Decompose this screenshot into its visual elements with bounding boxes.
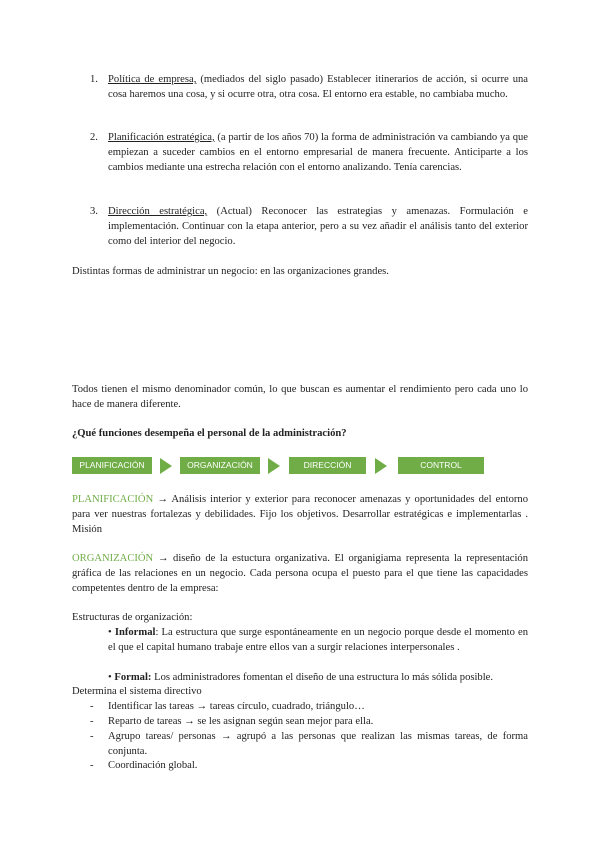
list-number: 1.: [90, 74, 98, 85]
flow-step-control: CONTROL: [398, 457, 484, 474]
list-item-title: Planificación estratégica,: [108, 132, 215, 143]
bullet-term: Formal:: [114, 672, 152, 683]
paragraph-formas: Distintas formas de administrar un negocio: en las organizaciones grandes.: [72, 266, 389, 277]
bullet-item: [108, 670, 528, 685]
dash-mark: -: [90, 760, 94, 771]
dash-item: Agrupo tareas/ personas → agrupó a las personas que realizan las mismas tareas, de forma conjunta.: [108, 731, 528, 757]
list-number: 2.: [90, 132, 98, 143]
arrow-symbol: →: [157, 494, 168, 505]
dash-item: Reparto de tareas → se les asignan según sean mejor para ella.: [108, 716, 374, 727]
dash-item: Identificar las tareas → tareas círculo, cuadrado, triángulo…: [108, 701, 365, 712]
dash-mark: -: [90, 701, 94, 712]
list-item-text: (Actual) Reconocer las estrategias y amenazas. Formulación e implementación. Continuar con la etapa anterior, pero a su vez añadir el análisis tanto del exterior como del interior del negocio.: [108, 206, 528, 247]
list-item-title: Dirección estratégica,: [108, 206, 208, 217]
bullet-mark: •: [108, 672, 112, 683]
flow-step-organizacion: ORGANIZACIÓN: [180, 457, 260, 474]
bullet-term: Informal: [114, 627, 156, 638]
estructuras-label: Estructuras de organización:: [72, 612, 193, 623]
paragraph-planificacion: [72, 492, 528, 537]
bullet-text: Los administradores fomentan el diseño de una estructura lo más sólida posible.: [151, 672, 494, 683]
dash-item: Coordinación global.: [108, 760, 198, 771]
bullet-mark: •: [108, 627, 112, 638]
list-item-text: (a partir de los años 70) la forma de administración va cambiando ya que empiezan a suceder cambios en el entorno empresarial de manera frecuente. Anticiparte a los cambios mediante una estrecha relación con el entorno analizando. Tenía carencias.: [108, 132, 528, 173]
planificacion-term: PLANIFICACIÓN: [72, 494, 154, 505]
flow-step-direccion: DIRECCIÓN: [289, 457, 366, 474]
dash-mark: -: [90, 716, 94, 727]
bullet-item: [108, 625, 528, 655]
list-item: [108, 204, 528, 249]
arrow-right-icon: [375, 458, 387, 474]
section-heading: ¿Qué funciones desempeña el personal de la administración?: [72, 428, 347, 439]
organizacion-text: diseño de la estuctura organizativa. El organigiama representa la representación gráfica de las relaciones en un negocio. Cada persona ocupa el puesto para el que tiene las capacidades competentes dentro de la empresa:: [72, 553, 529, 594]
determina-label: Determina el sistema directivo: [72, 686, 202, 697]
organizacion-term: ORGANIZACIÓN: [72, 553, 154, 564]
list-item-title: Política de empresa,: [108, 74, 197, 85]
paragraph-organizacion: [72, 551, 528, 596]
paragraph-todos: Todos tienen el mismo denominador común, lo que buscan es aumentar el rendimiento pero cada uno lo hace de manera diferente.: [72, 384, 528, 410]
planificacion-text: Análisis interior y exterior para reconocer amenazas y oportunidades del entorno para ver nuestras fortalezas y debilidades. Fijo los objetivos. Desarrollar estratégicas e implementarlas . Misión: [72, 494, 528, 535]
bullet-text: : La estructura que surge espontáneamente en un negocio porque desde el momento en el que el capital humano trabaje entre ellos van a surgir relaciones interpersonales .: [108, 627, 528, 653]
dash-mark: -: [90, 731, 94, 742]
flow-step-planificacion: PLANIFICACIÓN: [72, 457, 152, 474]
list-item: [108, 130, 528, 175]
list-number: 3.: [90, 206, 98, 217]
list-item-text: (mediados del siglo pasado) Establecer itinerarios de acción, si ocurre una cosa haremos una cosa, y si ocurre otra, otra cosa. El entorno era estable, no cambiaba mucho.: [108, 74, 528, 100]
arrow-right-icon: [268, 458, 280, 474]
list-item: [108, 72, 528, 102]
arrow-symbol: →: [157, 553, 169, 564]
arrow-right-icon: [160, 458, 172, 474]
